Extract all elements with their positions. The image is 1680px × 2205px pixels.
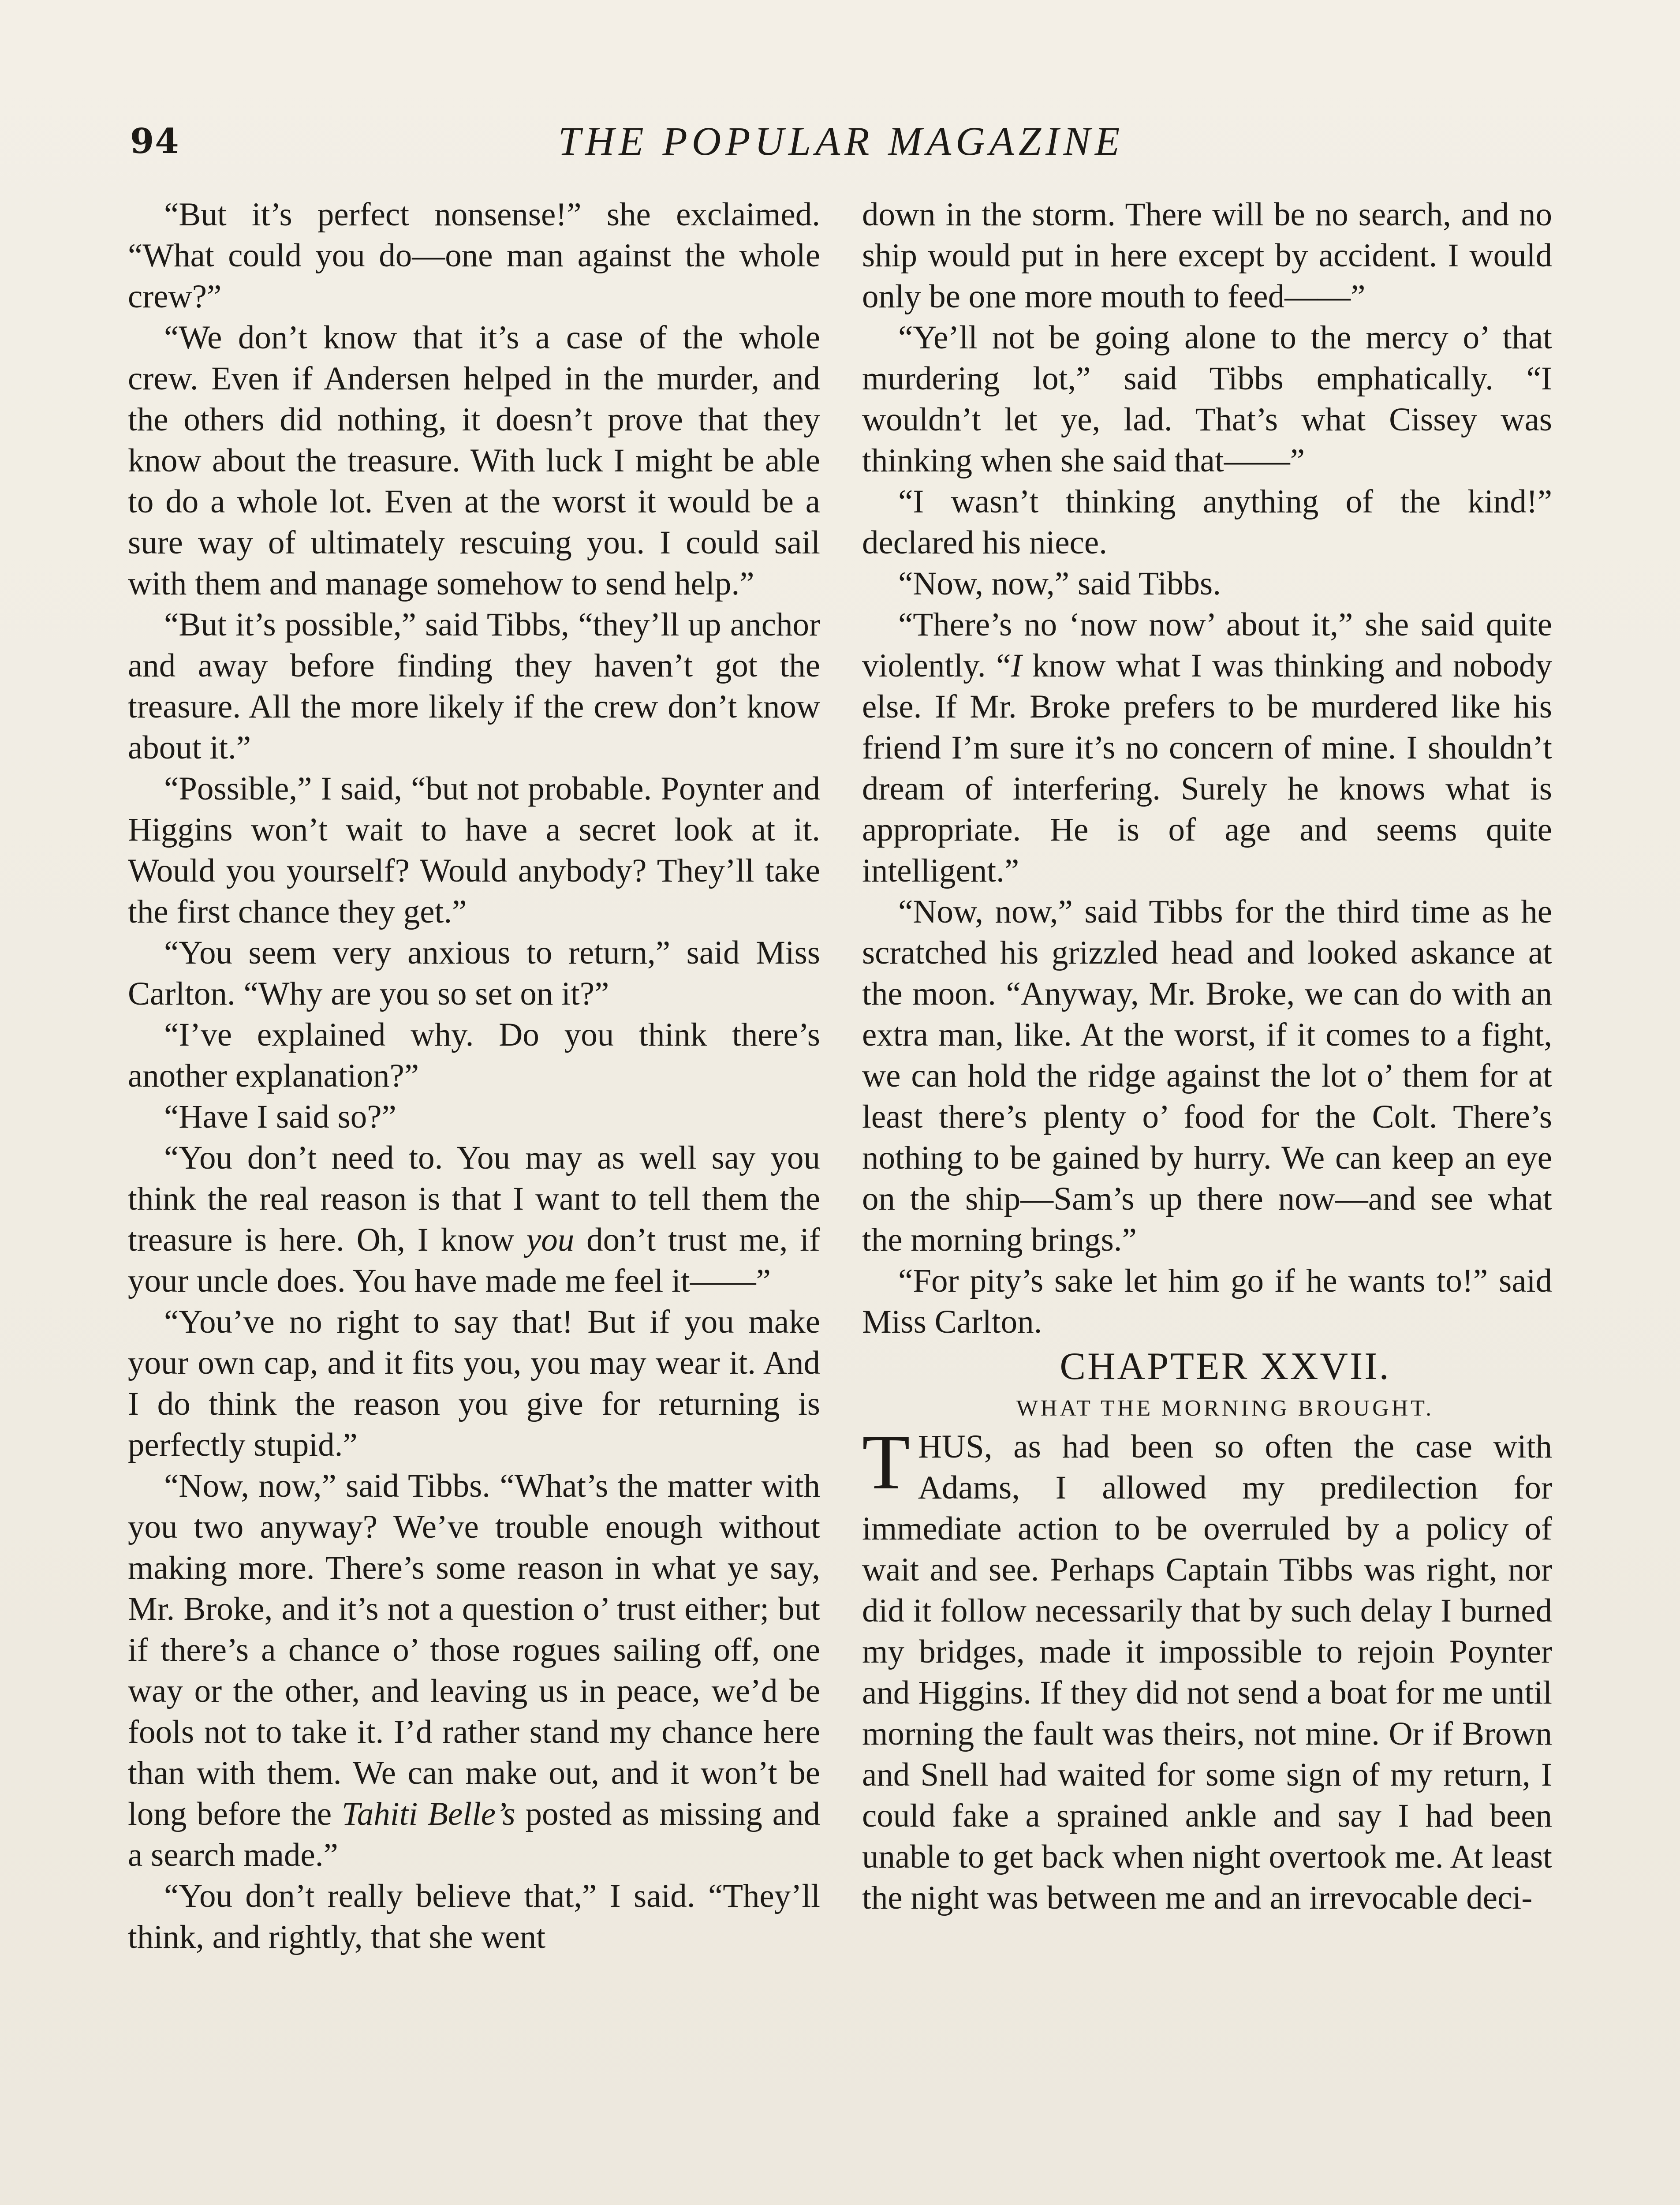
paragraph: “Possible,” I said, “but not probable. Poynter and Higgins won’t wait to have a secret look at it. Would you yourself? Would anybody? They’ll take the first chance they get.” — [128, 770, 820, 930]
text-run: HUS, as had been so often the case with Adams, I allowed my predilection for immediate action to be overruled by a policy of wait and see. Perhaps Captain Tibbs was right, nor did it follow necessarily that by such delay I burned my bridges, made it impossible to rejoin Poynter and Higgins. If they did not send a boat for me until morning the fault was theirs, not mine. Or if Brown and Snell had waited for some sign of my return, I could fake a sprained ankle and say I had been unable to get back when night overtook me. At least the night was between me and an irrevocable deci- — [862, 1428, 1552, 1916]
paragraph: “You seem very anxious to return,” said Miss Carlton. “Why are you so set on it?” — [128, 934, 820, 1012]
paragraph — [128, 1465, 820, 1876]
running-title: THE POPULAR MAGAZINE — [558, 119, 1124, 164]
paragraph: “You don’t really believe that,” I said. “They’ll think, and rightly, that she went — [128, 1878, 820, 1955]
text-run: don’t trust me, if your uncle does. You have made me feel it——” — [128, 1222, 820, 1299]
right-column — [862, 194, 1552, 1918]
paragraph: “Ye’ll not be going alone to the mercy o’ that murdering lot,” said Tibbs emphatically. “I wouldn’t let ye, lad. That’s what Cissey was thinking when she said that——” — [862, 319, 1552, 479]
paragraph: “We don’t know that it’s a case of the whole crew. Even if Andersen helped in the murder, and the others did nothing, it doesn’t prove that they know about the treasure. With luck I might be able to do a whole lot. Even at the worst it would be a sure way of ultimately rescuing you. I could sail with them and manage somehow to send help.” — [128, 319, 820, 602]
paragraph: “But it’s perfect nonsense!” she exclaimed. “What could you do—one man against the whole crew?” — [128, 196, 820, 315]
paragraph-continuation: down in the storm. There will be no search, and no ship would put in here except by accident. I would only be one more mouth to feed——” — [862, 196, 1552, 315]
italic-text: I — [1011, 647, 1022, 684]
text-run: know what I was thinking and nobody else. If Mr. Broke prefers to be murdered like his friend I’m sure it’s no concern of mine. I shouldn’t dream of interfering. Surely he knows what is appropriate. He is of age and seems quite intelligent.” — [862, 647, 1552, 889]
paragraph: “Now, now,” said Tibbs for the third time as he scratched his grizzled head and looked askance at the moon. “Anyway, Mr. Broke, we can do with an extra man, like. At the worst, if it comes to a fight, we can hold the ridge against the lot o’ them for at least there’s plenty o’ food for the Colt. There’s nothing to be gained by hurry. We can keep an eye on the ship—Sam’s up there now—and see what the morning brings.” — [862, 893, 1552, 1258]
paragraph: “You’ve no right to say that! But if you make your own cap, and it fits you, you may wear it. And I do think the reason you give for returning is perfectly stupid.” — [128, 1304, 820, 1463]
paragraph: “I wasn’t thinking anything of the kind!” declared his niece. — [862, 483, 1552, 561]
italic-text: Tahiti Belle’s — [341, 1796, 515, 1832]
paragraph: “Now, now,” said Tibbs. — [898, 565, 1221, 602]
page-number: 94 — [130, 121, 180, 161]
paragraph — [862, 604, 1552, 891]
text-run: “Now, now,” said Tibbs. “What’s the matter with you two anyway? We’ve trouble enough without making more. There’s some reason in what ye say, Mr. Broke, and it’s not a question o’ trust either; but if there’s a chance o’ those rogues sailing off, one way or the other, and leaving us in peace, we’d be fools not to take it. I’d rather stand my chance here than with them. We can make out, and it won’t be long before the — [128, 1468, 820, 1832]
chapter-subtitle: WHAT THE MORNING BROUGHT. — [1016, 1396, 1434, 1421]
text-run: posted as missing and a search made.” — [128, 1796, 820, 1873]
paragraph: “Have I said so?” — [164, 1099, 396, 1135]
page-header — [130, 112, 1552, 179]
chapter-first-paragraph — [862, 1418, 1552, 1918]
left-column — [128, 194, 820, 1958]
paragraph: “For pity’s sake let him go if he wants to!” said Miss Carlton. — [862, 1263, 1552, 1340]
text-run: “You don’t need to. You may as well say you think the real reason is that I want to tell them the treasure is here. Oh, I know — [128, 1140, 820, 1258]
chapter-title: CHAPTER XXVII. — [1060, 1345, 1391, 1388]
paragraph — [128, 1137, 820, 1301]
italic-text: you — [526, 1222, 575, 1258]
paragraph: “But it’s possible,” said Tibbs, “they’ll up anchor and away before finding they haven’t got the treasure. All the more likely if the crew don’t know about it.” — [128, 606, 820, 766]
drop-cap: T — [862, 1418, 910, 1506]
paragraph: “I’ve explained why. Do you think there’s another explanation?” — [128, 1017, 820, 1094]
text-run: “There’s no ‘now now’ about it,” she said quite violently. “ — [862, 606, 1552, 684]
